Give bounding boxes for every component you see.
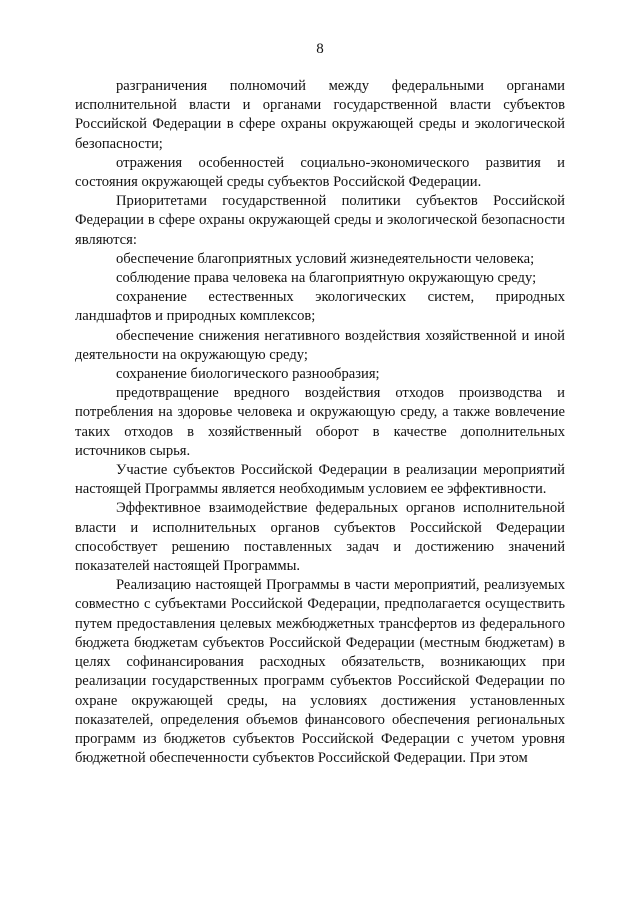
page-number: 8	[316, 41, 324, 57]
list-item: сохранение биологического разнообразия;	[116, 366, 380, 383]
paragraph: Реализацию настоящей Программы в части мероприятий, реализуемых совместно с субъектами Российской Федерации, предполагается осуществить путем предоставления целевых межбюджетных трансфертов из федерального бюджета бюджетам субъектов Российской Федерации (местным бюджетам) в целях софинансирования расходных обязательств, возникающих при реализации государственных программ субъектов Российской Федерации по охране окружающей среды, на условиях достижения установленных показателей, определения объемов финансового обеспечения региональных программ из бюджетов субъектов Российской Федерации с учетом уровня бюджетной обеспеченности субъектов Российской Федерации. При этом	[75, 577, 565, 767]
list-item: обеспечение снижения негативного воздействия хозяйственной и иной деятельности на окружающую среду;	[75, 327, 565, 363]
list-item: соблюдение права человека на благоприятную окружающую среду;	[116, 270, 537, 287]
paragraph: Приоритетами государственной политики субъектов Российской Федерации в сфере охраны окружающей среды и экологической безопасности являются:	[75, 193, 565, 248]
paragraph: Эффективное взаимодействие федеральных органов исполнительной власти и исполнительных органов субъектов Российской Федерации способствует решению поставленных задач и достижению значений показателей настоящей Программы.	[75, 500, 565, 575]
paragraph: разграничения полномочий между федеральными органами исполнительной власти и органами государственной власти субъектов Российской Федерации в сфере охраны окружающей среды и экологической безопасности;	[75, 78, 565, 152]
list-item: обеспечение благоприятных условий жизнедеятельности человека;	[116, 250, 535, 267]
paragraph: Участие субъектов Российской Федерации в реализации мероприятий настоящей Программы является необходимым условием ее эффективности.	[75, 462, 565, 498]
list-item: сохранение естественных экологических систем, природных ландшафтов и природных комплексов;	[75, 289, 565, 325]
paragraph: отражения особенностей социально-экономического развития и состояния окружающей среды субъектов Российской Федерации.	[75, 154, 565, 191]
document-body	[75, 77, 565, 768]
list-item: предотвращение вредного воздействия отходов производства и потребления на здоровье человека и окружающую среду, а также вовлечение таких отходов в хозяйственный оборот в качестве дополнительных источников сырья.	[75, 385, 565, 459]
